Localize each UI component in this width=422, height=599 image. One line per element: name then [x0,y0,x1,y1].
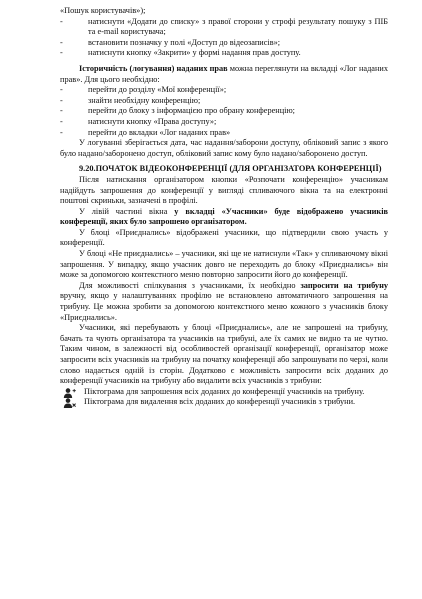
add-all-participants-icon [63,388,76,398]
paragraph: Учасники, які перебувають у блоці «Приєднались», але не запрошені на трибуну, бачать та чують організатора та учасників на трибуні, але їх самих не видно та не чутно. Таким чином, в залежності від особливостей організації конференції, організатор може запросити всіх учасників на трибуну на початку конференції або запрошувати по черзі, коли слово надається одній із сторін. Додатково є можливість запросити всіх доданих до конференції учасників на трибуну або видалити всіх учасників з трибуни: [60,323,388,386]
paragraph: У лівій частині вікна у вкладці «Учасники» буде відображено учасників конференції, яких було запрошено організатором. [60,206,388,227]
list-item: - встановити позначку у полі «Доступ до відеозаписів»; [60,37,281,47]
list-item: - перейти до розділу «Мої конференції»; [60,85,227,95]
paragraph: Після натискання організатором кнопки «Розпочати конференцію» учасникам надійдуть запрошення до конференції у вигляді спливаючого вікна та на електронні поштові скриньки, зазначені в профілі. [60,174,388,206]
paragraph: У блоці «Не приєднались» – учасники, які ще не натиснули «Так» у спливаючому вікні запрошення. У випадку, якщо учасник довго не переходить до блоку «Приєднались» він може за допомогою контекстного меню повторно запросити його до конференції. [60,249,388,280]
paragraph: У блоці «Приєднались» відображені учасники, що підтвердили свою участь у конференції. [60,227,388,248]
remove-all-participants-icon [63,398,76,408]
list-item: - натиснути кнопку «Закрити» у формі надання прав доступу. [60,48,301,58]
section-heading: 9.20.ПОЧАТОК ВІДЕОКОНФЕРЕНЦІЇ (ДЛЯ ОРГАНІЗАТОРА КОНФЕРЕНЦІЇ) [79,164,382,174]
list-item: - перейти до блоку з інформацією про обрану конференцію; [60,106,295,116]
list-item: - натиснути кнопку «Права доступу»; [60,116,217,126]
icon-list-item: Піктограма для запрошення всіх доданих до конференції учасників на трибуну. [60,387,388,398]
paragraph: Для можливості спілкування з учасниками, їх необхідно запросити на трибуну вручну, якщо у налаштуваннях профілю не встановлено автоматичного запрошення на трибуну. Це можна зробити за допомогою контекстного меню кожного з учасників блоку «Приєднались». [60,280,388,322]
list-item: - натиснути «Додати до списку» з правої сторони у строфі результату пошуку з ПІБ та e-mail користувача; [60,16,388,37]
icon-list-item: Піктограма для видалення всіх доданих до конференції учасників з трибуни. [60,397,388,408]
list-item: - знайти необхідну конференцію; [60,95,201,105]
history-paragraph: Історичність (логування) наданих прав можна переглянути на вкладці «Лог наданих прав». Для цього необхідно: [60,63,388,84]
history-after-paragraph: У логуванні зберігається дата, час надання/заборони доступу, обліковий запис з якого було надано/заборонено доступ, обліковий запис кому було надано/заборонено доступ. [60,138,388,158]
text-line: «Пошук користувачів»); [60,6,146,15]
list-item: - перейти до вкладки «Лог наданих прав» [60,127,231,137]
history-bold-lead: Історичність (логування) наданих прав [79,63,228,73]
